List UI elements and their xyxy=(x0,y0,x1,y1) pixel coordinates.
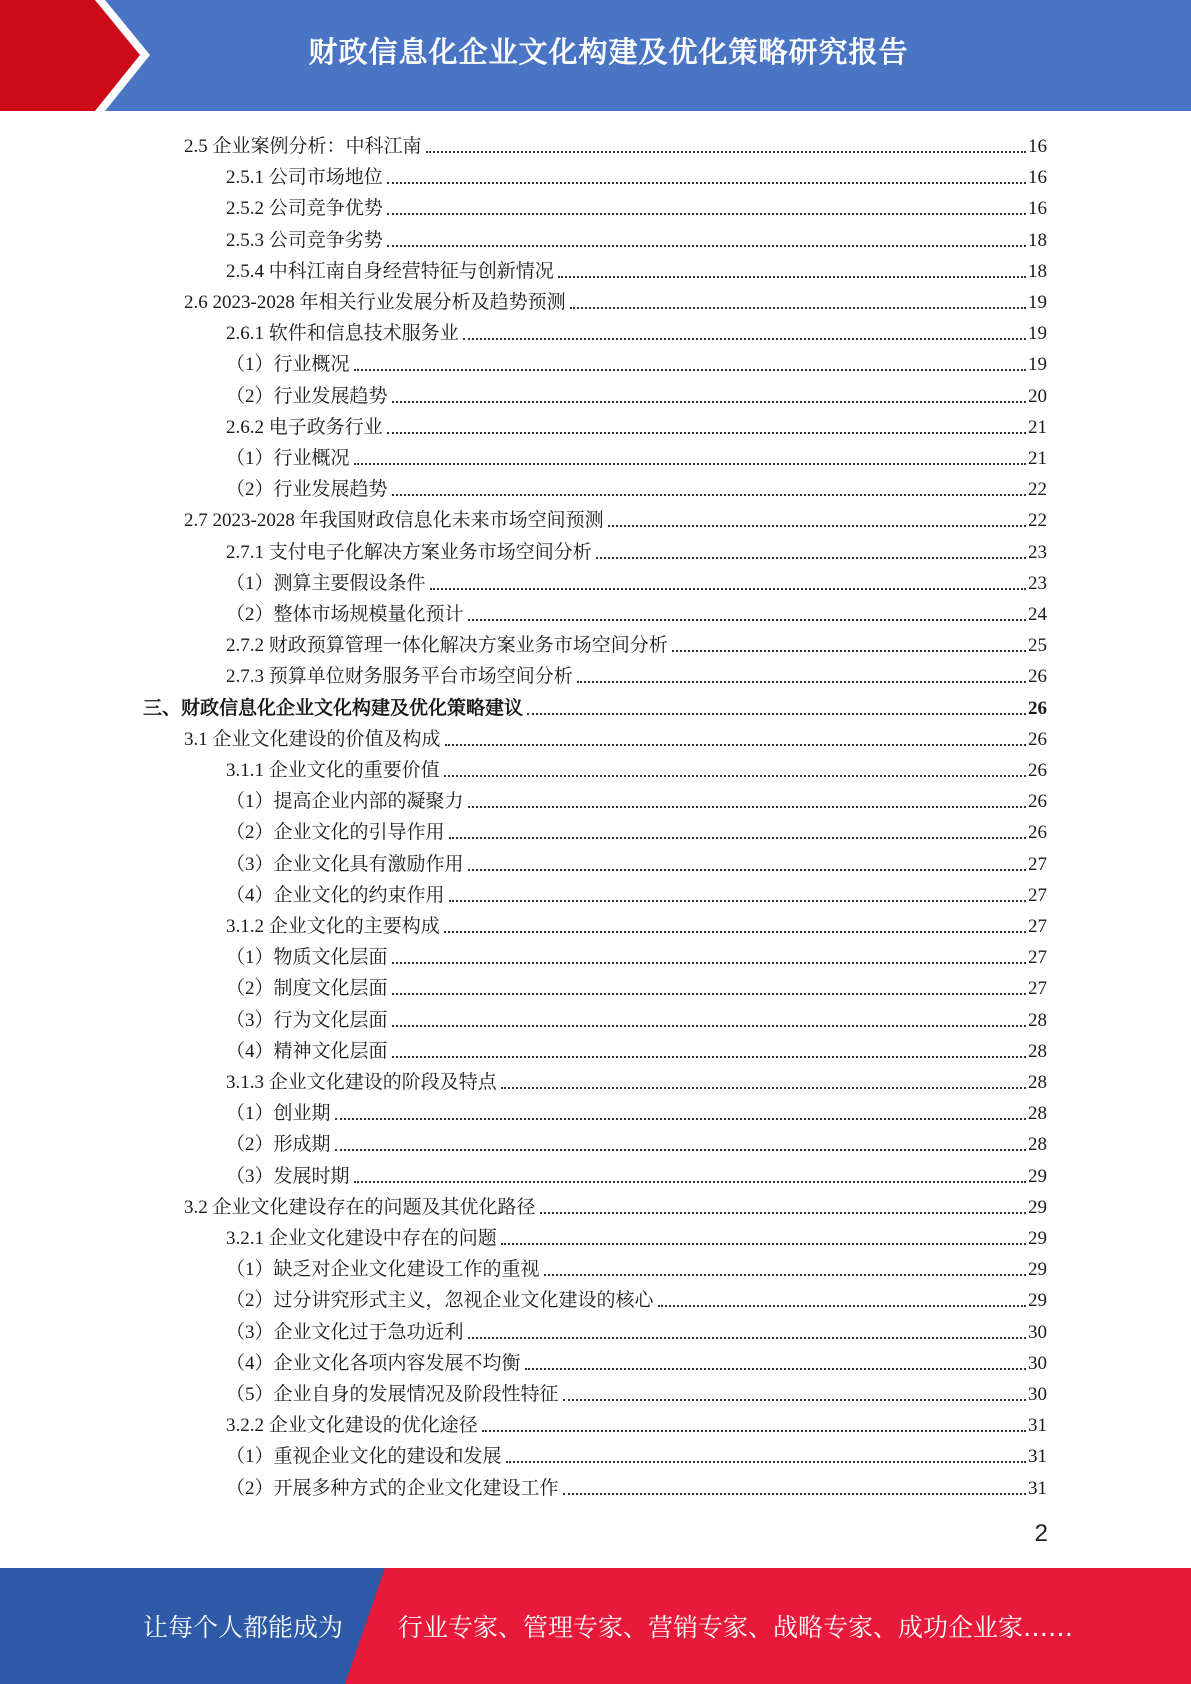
toc-entry[interactable] xyxy=(226,1251,1047,1282)
toc-entry[interactable] xyxy=(226,440,1047,471)
toc-entry-title: 3.2 企业文化建设存在的问题及其优化路径 xyxy=(184,1196,536,1218)
toc-dot-leader xyxy=(392,401,1026,403)
toc-entry[interactable] xyxy=(226,1095,1047,1126)
toc-dot-leader xyxy=(525,1368,1026,1370)
toc-entry[interactable] xyxy=(226,1158,1047,1189)
toc-entry-page: 19 xyxy=(1028,292,1047,313)
toc-entry-page: 23 xyxy=(1028,572,1047,594)
toc-entry-title: （3）发展时期 xyxy=(226,1165,350,1187)
toc-entry-page: 20 xyxy=(1028,385,1047,407)
toc-entry-title: 3.2.1 企业文化建设中存在的问题 xyxy=(226,1228,497,1249)
toc-entry-page: 28 xyxy=(1028,1009,1047,1031)
toc-entry-page: 19 xyxy=(1028,323,1047,345)
page-header xyxy=(0,0,1191,111)
toc-entry-page: 31 xyxy=(1028,1446,1047,1468)
toc-dot-leader xyxy=(392,1056,1026,1058)
toc-entry[interactable] xyxy=(226,1282,1047,1313)
toc-entry-title: （5）企业自身的发展情况及阶段性特征 xyxy=(226,1384,559,1405)
toc-dot-leader xyxy=(658,1305,1026,1307)
toc-entry-page: 28 xyxy=(1028,1040,1047,1062)
toc-entry-page: 25 xyxy=(1028,635,1047,657)
toc-entry[interactable] xyxy=(226,658,1047,689)
toc-dot-leader xyxy=(577,681,1026,683)
toc-entry[interactable] xyxy=(184,128,1047,159)
toc-dot-leader xyxy=(482,1430,1026,1432)
toc-entry-page: 27 xyxy=(1028,884,1047,906)
toc-dot-leader xyxy=(506,1461,1026,1463)
toc-entry-page: 29 xyxy=(1028,1228,1047,1249)
toc-entry[interactable] xyxy=(226,939,1047,970)
toc-entry-page: 30 xyxy=(1028,1384,1047,1405)
toc-entry-title: 2.5.3 公司竞争劣势 xyxy=(226,229,383,251)
toc-entry-title: （2）开展多种方式的企业文化建设工作 xyxy=(226,1477,559,1499)
toc-dot-leader xyxy=(444,775,1026,777)
toc-entry-title: 2.5.1 公司市场地位 xyxy=(226,167,383,189)
toc-entry-page: 29 xyxy=(1028,1259,1047,1281)
toc-entry-title: 2.5.2 公司竞争优势 xyxy=(226,198,383,220)
toc-entry-title: （1）创业期 xyxy=(226,1103,331,1125)
toc-entry-page: 29 xyxy=(1028,1290,1047,1312)
toc-entry-page: 31 xyxy=(1028,1415,1047,1437)
toc-entry[interactable] xyxy=(226,846,1047,877)
toc-entry[interactable] xyxy=(226,970,1047,1001)
toc-entry[interactable] xyxy=(226,752,1047,783)
toc-entry-title: （3）行为文化层面 xyxy=(226,1009,388,1031)
toc-entry-title: 2.7.2 财政预算管理一体化解决方案业务市场空间分析 xyxy=(226,635,668,657)
toc-dot-leader xyxy=(354,369,1026,371)
toc-entry[interactable] xyxy=(184,502,1047,533)
toc-entry-page: 30 xyxy=(1028,1352,1047,1374)
toc-entry[interactable] xyxy=(143,690,1047,721)
toc-entry-title: （2）形成期 xyxy=(226,1134,331,1156)
toc-entry-page: 28 xyxy=(1028,1072,1047,1093)
toc-entry-page: 21 xyxy=(1028,448,1047,469)
toc-entry-page: 16 xyxy=(1028,136,1047,157)
toc-entry-title: 3.1 企业文化建设的价值及构成 xyxy=(184,728,441,750)
toc-entry-title: （1）测算主要假设条件 xyxy=(226,572,426,594)
toc-entry-title: 2.7.3 预算单位财务服务平台市场空间分析 xyxy=(226,666,573,688)
toc-dot-leader xyxy=(608,525,1026,527)
toc-entry[interactable] xyxy=(226,1314,1047,1345)
toc-entry-page: 28 xyxy=(1028,1103,1047,1125)
toc-entry[interactable] xyxy=(226,190,1047,221)
toc-entry-page: 28 xyxy=(1028,1134,1047,1156)
toc-entry[interactable] xyxy=(226,1126,1047,1157)
toc-dot-leader xyxy=(544,1274,1026,1276)
toc-dot-leader xyxy=(387,432,1026,434)
toc-entry-title: （4）企业文化的约束作用 xyxy=(226,884,445,906)
toc-entry-title: 3.1.1 企业文化的重要价值 xyxy=(226,760,440,781)
toc-entry[interactable] xyxy=(226,1376,1047,1407)
page-footer xyxy=(0,1568,1191,1684)
toc-entry-title: 2.7.1 支付电子化解决方案业务市场空间分析 xyxy=(226,541,592,563)
toc-entry[interactable] xyxy=(226,315,1047,346)
toc-entry-title: （1）行业概况 xyxy=(226,448,350,469)
toc-entry-page: 27 xyxy=(1028,978,1047,1000)
toc-dot-leader xyxy=(540,1212,1026,1214)
toc-entry[interactable] xyxy=(184,284,1047,315)
report-title: 财政信息化企业文化构建及优化策略研究报告 xyxy=(308,34,909,69)
toc-dot-leader xyxy=(563,1399,1026,1401)
toc-entry-page: 26 xyxy=(1028,822,1047,844)
toc-entry-title: （4）精神文化层面 xyxy=(226,1040,388,1062)
toc-entry[interactable] xyxy=(226,877,1047,908)
toc-entry-title: 2.7 2023-2028 年我国财政信息化未来市场空间预测 xyxy=(184,510,604,532)
toc-entry-page: 31 xyxy=(1028,1477,1047,1499)
toc-entry-page: 26 xyxy=(1028,728,1047,750)
toc-entry-page: 22 xyxy=(1028,510,1047,532)
footer-slogan: 让每个人都能成为 xyxy=(143,1613,344,1642)
toc-entry[interactable] xyxy=(226,1002,1047,1033)
toc-dot-leader xyxy=(468,869,1026,871)
toc-dot-leader xyxy=(468,806,1026,808)
toc-entry[interactable] xyxy=(226,346,1047,377)
toc-entry[interactable] xyxy=(226,1064,1047,1095)
toc-entry-page: 22 xyxy=(1028,479,1047,501)
toc-dot-leader xyxy=(501,1087,1026,1089)
toc-entry-title: （3）企业文化过于急功近利 xyxy=(226,1321,464,1343)
toc-entry[interactable] xyxy=(226,1345,1047,1376)
toc-dot-leader xyxy=(445,744,1026,746)
toc-entry-page: 24 xyxy=(1028,604,1047,625)
toc-entry[interactable] xyxy=(226,253,1047,284)
toc-entry-page: 16 xyxy=(1028,167,1047,189)
toc-entry-page: 19 xyxy=(1028,354,1047,376)
toc-entry[interactable] xyxy=(184,1189,1047,1220)
toc-entry[interactable] xyxy=(226,534,1047,565)
toc-entry-page: 23 xyxy=(1028,541,1047,563)
toc-dot-leader xyxy=(387,182,1026,184)
toc-entry-title: 2.6.2 电子政务行业 xyxy=(226,416,383,438)
toc-entry[interactable] xyxy=(226,159,1047,190)
toc-entry-title: （2）整体市场规模量化预计 xyxy=(226,604,464,625)
toc-entry[interactable] xyxy=(226,471,1047,502)
toc-dot-leader xyxy=(468,1337,1026,1339)
toc-entry-page: 26 xyxy=(1028,666,1047,688)
toc-dot-leader xyxy=(392,993,1026,995)
toc-dot-leader xyxy=(449,837,1026,839)
toc-entry-title: （1）物质文化层面 xyxy=(226,947,388,969)
toc-dot-leader xyxy=(570,307,1026,309)
toc-dot-leader xyxy=(501,1243,1026,1245)
toc-entry-page: 29 xyxy=(1028,1165,1047,1187)
toc-entry-title: （2）企业文化的引导作用 xyxy=(226,822,445,844)
toc-entry-title: 2.6 2023-2028 年相关行业发展分析及趋势预测 xyxy=(184,292,566,313)
toc-dot-leader xyxy=(354,1181,1026,1183)
toc-entry-title: （2）行业发展趋势 xyxy=(226,385,388,407)
toc-entry-title: 3.1.3 企业文化建设的阶段及特点 xyxy=(226,1072,497,1093)
toc-entry-page: 16 xyxy=(1028,198,1047,220)
toc-entry-page: 27 xyxy=(1028,853,1047,875)
toc-entry-title: （1）重视企业文化的建设和发展 xyxy=(226,1446,502,1468)
toc-dot-leader xyxy=(335,1149,1026,1151)
toc-entry[interactable] xyxy=(226,908,1047,939)
toc-entry-title: （2）过分讲究形式主义，忽视企业文化建设的核心 xyxy=(226,1290,654,1312)
toc-entry[interactable] xyxy=(226,627,1047,658)
toc-entry-title: （1）缺乏对企业文化建设工作的重视 xyxy=(226,1259,540,1281)
toc-dot-leader xyxy=(468,619,1026,621)
toc-entry-title: 2.6.1 软件和信息技术服务业 xyxy=(226,323,459,345)
toc-entry-page: 26 xyxy=(1028,697,1047,719)
toc-entry-page: 26 xyxy=(1028,791,1047,813)
toc-dot-leader xyxy=(426,151,1026,153)
toc-entry-title: 3.2.2 企业文化建设的优化途径 xyxy=(226,1415,478,1437)
toc-entry[interactable] xyxy=(226,1470,1047,1501)
toc-entry-title: （4）企业文化各项内容发展不均衡 xyxy=(226,1352,521,1374)
toc-dot-leader xyxy=(392,494,1026,496)
toc-entry-title: （2）行业发展趋势 xyxy=(226,479,388,501)
toc-entry[interactable] xyxy=(226,1407,1047,1438)
toc-entry-title: 三、财政信息化企业文化构建及优化策略建议 xyxy=(143,697,524,719)
page-number: 2 xyxy=(1034,1520,1048,1547)
toc-entry[interactable] xyxy=(184,721,1047,752)
toc-entry-title: 2.5 企业案例分析：中科江南 xyxy=(184,136,422,157)
toc-entry-page: 29 xyxy=(1028,1196,1047,1218)
toc-dot-leader xyxy=(596,557,1026,559)
toc-entry[interactable] xyxy=(226,1438,1047,1469)
toc-entry-title: （1）提高企业内部的凝聚力 xyxy=(226,791,464,813)
toc-entry[interactable] xyxy=(226,1033,1047,1064)
toc-dot-leader xyxy=(672,650,1026,652)
toc-entry[interactable] xyxy=(226,814,1047,845)
toc-entry[interactable] xyxy=(226,596,1047,627)
toc-dot-leader xyxy=(430,588,1026,590)
toc-entry-page: 18 xyxy=(1028,229,1047,251)
toc-entry-page: 30 xyxy=(1028,1321,1047,1343)
toc-dot-leader xyxy=(558,276,1026,278)
toc-entry-page: 26 xyxy=(1028,760,1047,781)
toc-entry-title: （2）制度文化层面 xyxy=(226,978,388,1000)
toc-entry-page: 27 xyxy=(1028,947,1047,969)
toc-dot-leader xyxy=(335,1118,1026,1120)
toc-entry[interactable] xyxy=(226,783,1047,814)
toc-entry[interactable] xyxy=(226,565,1047,596)
toc-dot-leader xyxy=(387,245,1026,247)
toc-entry-title: 2.5.4 中科江南自身经营特征与创新情况 xyxy=(226,260,554,282)
toc-dot-leader xyxy=(449,900,1026,902)
toc-entry-title: （1）行业概况 xyxy=(226,354,350,376)
toc-dot-leader xyxy=(463,338,1026,340)
toc-entry[interactable] xyxy=(226,409,1047,440)
toc-entry-page: 18 xyxy=(1028,260,1047,282)
toc-dot-leader xyxy=(387,213,1026,215)
toc-dot-leader xyxy=(392,1025,1026,1027)
toc-entry-title: （3）企业文化具有激励作用 xyxy=(226,853,464,875)
toc-dot-leader xyxy=(563,1493,1026,1495)
toc-dot-leader xyxy=(392,962,1026,964)
toc-entry-page: 27 xyxy=(1028,916,1047,937)
toc-entry[interactable] xyxy=(226,378,1047,409)
toc-dot-leader xyxy=(527,713,1026,715)
toc-entry-page: 21 xyxy=(1028,416,1047,438)
toc-dot-leader xyxy=(444,931,1026,933)
toc-entry-title: 3.1.2 企业文化的主要构成 xyxy=(226,916,440,937)
toc-entry[interactable] xyxy=(226,1220,1047,1251)
toc-entry[interactable] xyxy=(226,222,1047,253)
footer-tagline: 行业专家、管理专家、营销专家、战略专家、成功企业家…… xyxy=(398,1613,1074,1642)
toc-dot-leader xyxy=(354,463,1026,465)
